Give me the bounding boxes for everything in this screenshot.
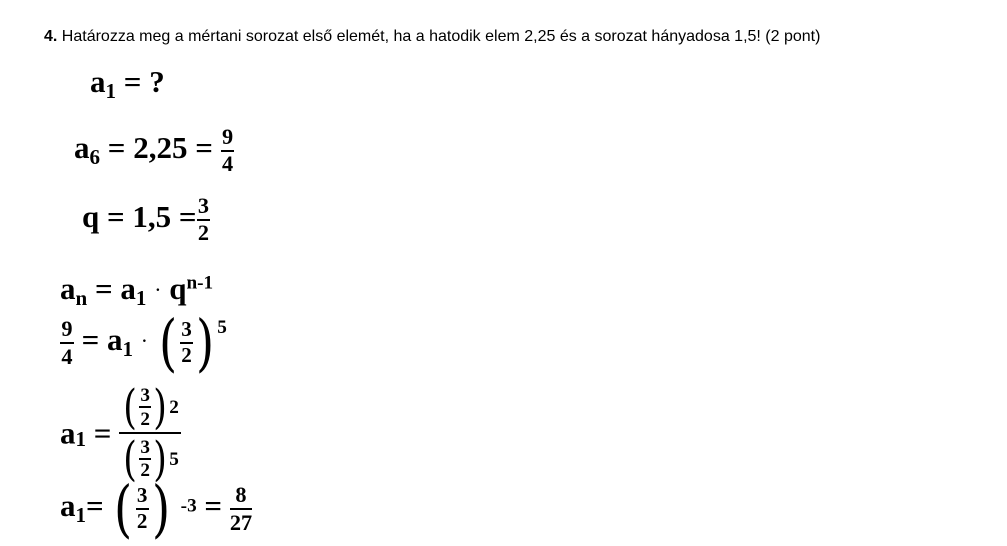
numerator: 3 bbox=[140, 384, 150, 406]
numerator: 8 bbox=[235, 482, 247, 508]
symbol-a: a bbox=[90, 64, 106, 99]
symbol-a: a bbox=[120, 271, 136, 306]
multiply-dot: · bbox=[154, 277, 162, 302]
right-paren: ) bbox=[153, 431, 168, 486]
fraction-8-27 bbox=[230, 484, 252, 534]
denominator: 4 bbox=[61, 343, 73, 369]
right-paren: ) bbox=[196, 306, 215, 379]
numerator: 3 bbox=[197, 193, 210, 218]
numerator: 3 bbox=[140, 436, 150, 458]
task-text: Határozza meg a mértani sorozat első elemét, ha a hatodik elem 2,25 és a sorozat hányadosa 1,5! (2 pont) bbox=[57, 28, 821, 45]
equals: = bbox=[116, 64, 150, 99]
equals: = bbox=[73, 322, 107, 358]
exponent-n-1: n-1 bbox=[186, 272, 214, 294]
fraction-3-2 bbox=[197, 195, 211, 245]
paren-3-2 bbox=[111, 472, 172, 545]
fraction-3-2 bbox=[139, 438, 151, 481]
fraction-9-4 bbox=[221, 126, 235, 176]
left-paren: ( bbox=[114, 472, 133, 545]
symbol-a: a bbox=[106, 322, 123, 358]
symbol-q: q bbox=[82, 198, 100, 234]
line-q-value bbox=[82, 195, 210, 245]
line-result bbox=[60, 472, 253, 545]
exponent-2: 2 bbox=[169, 396, 179, 418]
denominator: 2 bbox=[136, 509, 148, 534]
equals: = bbox=[86, 415, 120, 451]
left-paren: ( bbox=[123, 380, 137, 434]
fraction-3-2 bbox=[139, 386, 151, 429]
equals: = bbox=[87, 271, 121, 306]
index-1: 1 bbox=[135, 285, 147, 310]
symbol-a: a bbox=[74, 129, 90, 165]
question-mark: ? bbox=[149, 64, 165, 99]
index-1: 1 bbox=[105, 78, 117, 103]
denominator: 2 bbox=[181, 343, 192, 368]
paren-3-2 bbox=[156, 306, 217, 379]
task-statement bbox=[44, 28, 820, 46]
q-decimal: 1,5 bbox=[132, 198, 172, 234]
equals: = bbox=[100, 129, 134, 165]
index-1: 1 bbox=[75, 427, 87, 452]
symbol-a: a bbox=[60, 271, 76, 306]
denominator: 4 bbox=[221, 151, 234, 177]
numerator: 9 bbox=[61, 316, 73, 342]
left-paren: ( bbox=[123, 431, 137, 486]
numerator: 3 bbox=[181, 317, 192, 342]
equals: = bbox=[187, 129, 221, 165]
denominator: 2 bbox=[140, 460, 150, 482]
a6-decimal: 2,25 bbox=[133, 129, 188, 165]
right-paren: ) bbox=[151, 472, 170, 545]
big-fraction bbox=[119, 380, 181, 486]
multiply-dot: · bbox=[140, 328, 149, 353]
big-numerator bbox=[119, 380, 181, 434]
equals: = bbox=[196, 488, 230, 524]
equals: = bbox=[86, 488, 104, 524]
line-general-formula bbox=[60, 271, 214, 310]
index-1: 1 bbox=[122, 337, 134, 361]
fraction-3-2 bbox=[180, 319, 193, 366]
line-division bbox=[60, 380, 181, 486]
line-a6-value bbox=[74, 126, 234, 176]
symbol-a: a bbox=[60, 415, 76, 451]
index-6: 6 bbox=[89, 144, 101, 169]
fraction-3-2 bbox=[136, 485, 149, 532]
symbol-q: q bbox=[169, 271, 187, 306]
paren-3-2 bbox=[121, 380, 169, 434]
right-paren: ) bbox=[153, 380, 168, 434]
line-substitution bbox=[60, 306, 227, 379]
exponent-5: 5 bbox=[169, 448, 179, 470]
equals: = bbox=[99, 198, 133, 234]
denominator: 2 bbox=[197, 220, 210, 246]
left-paren: ( bbox=[158, 306, 177, 379]
fraction-9-4 bbox=[60, 318, 74, 368]
index-n: n bbox=[75, 285, 88, 310]
exponent-5: 5 bbox=[217, 316, 227, 338]
exponent-minus-3: -3 bbox=[180, 495, 197, 517]
task-number: 4. bbox=[44, 28, 58, 45]
equals: = bbox=[178, 198, 197, 234]
numerator: 9 bbox=[221, 124, 234, 149]
denominator: 27 bbox=[229, 509, 253, 535]
denominator: 2 bbox=[140, 408, 150, 430]
symbol-a: a bbox=[60, 488, 76, 524]
numerator: 3 bbox=[136, 483, 148, 508]
index-1: 1 bbox=[75, 503, 87, 527]
line-a1-unknown bbox=[90, 64, 165, 103]
